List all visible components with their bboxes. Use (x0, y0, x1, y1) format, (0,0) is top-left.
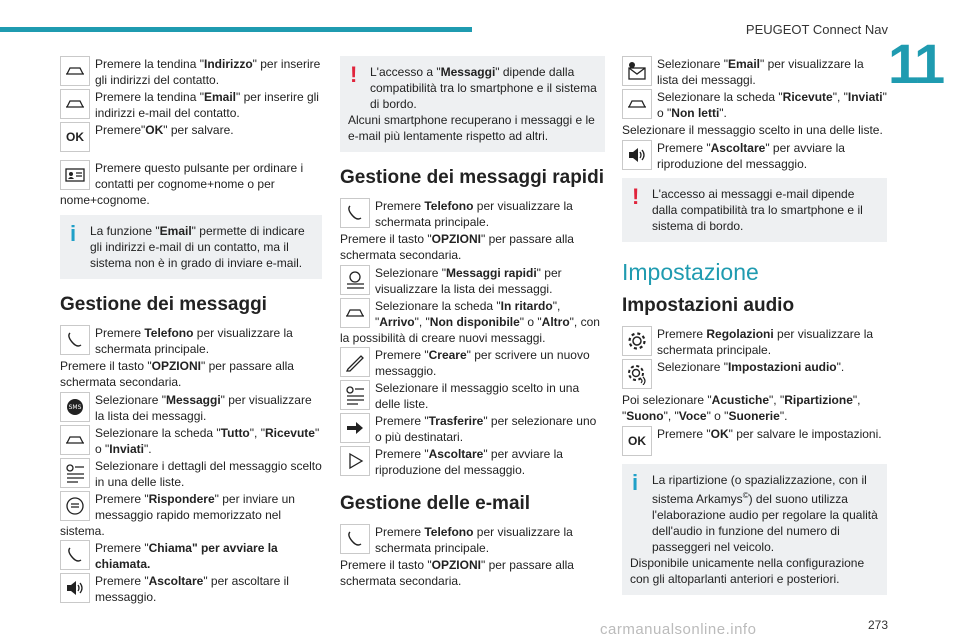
step-listen: Premere "Ascoltare" per avviare la riproduzione del messaggio. (622, 140, 887, 172)
chapter-number: 11 (888, 32, 944, 95)
section-heading: Gestione dei messaggi (60, 294, 267, 315)
phone-icon (60, 540, 90, 570)
step-phone: Premere Telefono per visualizzare la schermata principale. (340, 524, 605, 556)
list-details-icon (60, 458, 90, 488)
tab-icon (340, 298, 370, 328)
step-choose: Poi selezionare "Acustiche", "Ripartizione", "Suono", "Voce" o "Suonerie". (622, 393, 861, 423)
step-transfer: Premere "Trasferire" per selezionare uno o più destinatari. (340, 413, 605, 445)
dropdown-icon (60, 56, 90, 86)
tab-icon (622, 89, 652, 119)
quick-reply-icon (60, 491, 90, 521)
step-save: OK Premere"OK" per salvare. (60, 122, 322, 154)
ok-button-icon: OK (60, 122, 90, 152)
gear-icon (622, 326, 652, 356)
header-bar (0, 27, 472, 32)
ok-button-icon: OK (622, 426, 652, 456)
step-tabs: Selezionare la scheda "Ricevute", "Inviati" o "Non letti". (622, 89, 887, 121)
step-quick-messages: Selezionare "Messaggi rapidi" per visualizzare la lista dei messaggi. (340, 265, 605, 297)
step-options: Premere il tasto "OPZIONI" per passare alla schermata secondaria. (60, 359, 294, 389)
step-tabs: Selezionare la scheda "Tutto", "Ricevute" o "Inviati". (60, 425, 322, 457)
quick-messages-icon (340, 265, 370, 295)
step-email: Premere la tendina "Email" per inserire gli indirizzi e-mail del contatto. (60, 89, 322, 121)
step-listen: Premere "Ascoltare" per avviare la riproduzione del messaggio. (340, 446, 605, 478)
svg-text:SMS: SMS (68, 404, 82, 411)
step-select: Selezionare il messaggio scelto in una delle liste. (340, 380, 605, 412)
step-phone: Premere Telefono per visualizzare la schermata principale. (340, 198, 605, 230)
phone-icon (340, 524, 370, 554)
tab-icon (60, 425, 90, 455)
step-call: Premere "Chiama" per avviare la chiamata. (60, 540, 322, 572)
info-icon: i (70, 221, 77, 246)
section-heading: Impostazioni audio (622, 295, 795, 316)
sms-icon (60, 392, 90, 422)
step-settings: Premere Regolazioni per visualizzare la schermata principale. (622, 326, 887, 358)
page-number: 273 (867, 618, 888, 632)
step-details: Selezionare i dettagli del messaggio scelto in una delle liste. (60, 458, 322, 490)
email-icon (622, 56, 652, 86)
step-tabs: Selezionare la scheda "In ritardo", "Arrivo", "Non disponibile" o "Altro", con la possibilità di creare nuovi messaggi. (340, 299, 600, 345)
step-listen: Premere "Ascoltare" per ascoltare il messaggio. (60, 573, 322, 605)
step-options: Premere il tasto "OPZIONI" per passare alla schermata secondaria. (340, 558, 574, 588)
chapter-heading: Impostazione (622, 259, 759, 285)
step-select: Selezionare il messaggio scelto in una delle liste. (622, 123, 883, 137)
step-messages: SMS Selezionare "Messaggi" per visualizzare la lista dei messaggi. (60, 392, 322, 424)
info-icon: i (632, 470, 639, 495)
step-save: OK Premere "OK" per salvare le impostazioni. (622, 426, 887, 458)
section-heading: Gestione delle e-mail (340, 493, 531, 514)
forward-icon (340, 413, 370, 443)
play-icon (340, 446, 370, 476)
column-3 (622, 56, 887, 607)
step-phone: Premere Telefono per visualizzare la schermata principale. (60, 325, 322, 357)
step-audio-settings: Selezionare "Impostazioni audio". (622, 359, 887, 391)
step-create: Premere "Creare" per scrivere un nuovo messaggio. (340, 347, 605, 379)
warning-note: ! L'accesso a "Messaggi" dipende dalla compatibilità tra lo smartphone e il sistema di bordo. Alcuni smartphone recuperano i messaggi e le e-mail più lentamente rispetto ad altri. (340, 56, 605, 152)
info-note: i La funzione "Email" permette di indicare gli indirizzi e-mail di un contatto, ma il sistema non è in grado di inviare e-mail. (60, 215, 322, 279)
step-reply: Premere "Rispondere" per inviare un messaggio rapido memorizzato nel sistema. (60, 492, 295, 538)
list-details-icon (340, 380, 370, 410)
header-title: PEUGEOT Connect Nav (745, 22, 888, 37)
warning-icon: ! (350, 62, 358, 87)
warning-note: ! L'accesso ai messaggi e-mail dipende dalla compatibilità tra lo smartphone e il sistema di bordo. (622, 178, 887, 242)
column-2 (340, 56, 605, 591)
info-note: i La ripartizione (o spazializzazione, con il sistema Arkamys©) del suono utilizza l'elaborazione audio per regolare la qualità dell'audio in funzione del numero di passeggeri nel veicolo. Disponibile unicamente nella configurazione con gli altoparlanti anteriori e posteriori. (622, 464, 887, 595)
audio-settings-icon (622, 359, 652, 389)
dropdown-icon (60, 89, 90, 119)
step-options: Premere il tasto "OPZIONI" per passare alla schermata secondaria. (340, 232, 574, 262)
pencil-icon (340, 347, 370, 377)
step-sort: Premere questo pulsante per ordinare i contatti per cognome+nome o per nome+cognome. (60, 161, 304, 207)
contact-card-icon (60, 160, 90, 190)
column-1 (60, 56, 322, 606)
section-heading: Gestione dei messaggi rapidi (340, 167, 604, 188)
speaker-icon (622, 140, 652, 170)
phone-icon (60, 325, 90, 355)
watermark: carmanualsonline.info (600, 621, 757, 638)
warning-icon: ! (632, 184, 640, 209)
speaker-icon (60, 573, 90, 603)
step-address: Premere la tendina "Indirizzo" per inserire gli indirizzi del contatto. (60, 56, 322, 88)
step-email-list: Selezionare "Email" per visualizzare la lista dei messaggi. (622, 56, 887, 88)
phone-icon (340, 198, 370, 228)
